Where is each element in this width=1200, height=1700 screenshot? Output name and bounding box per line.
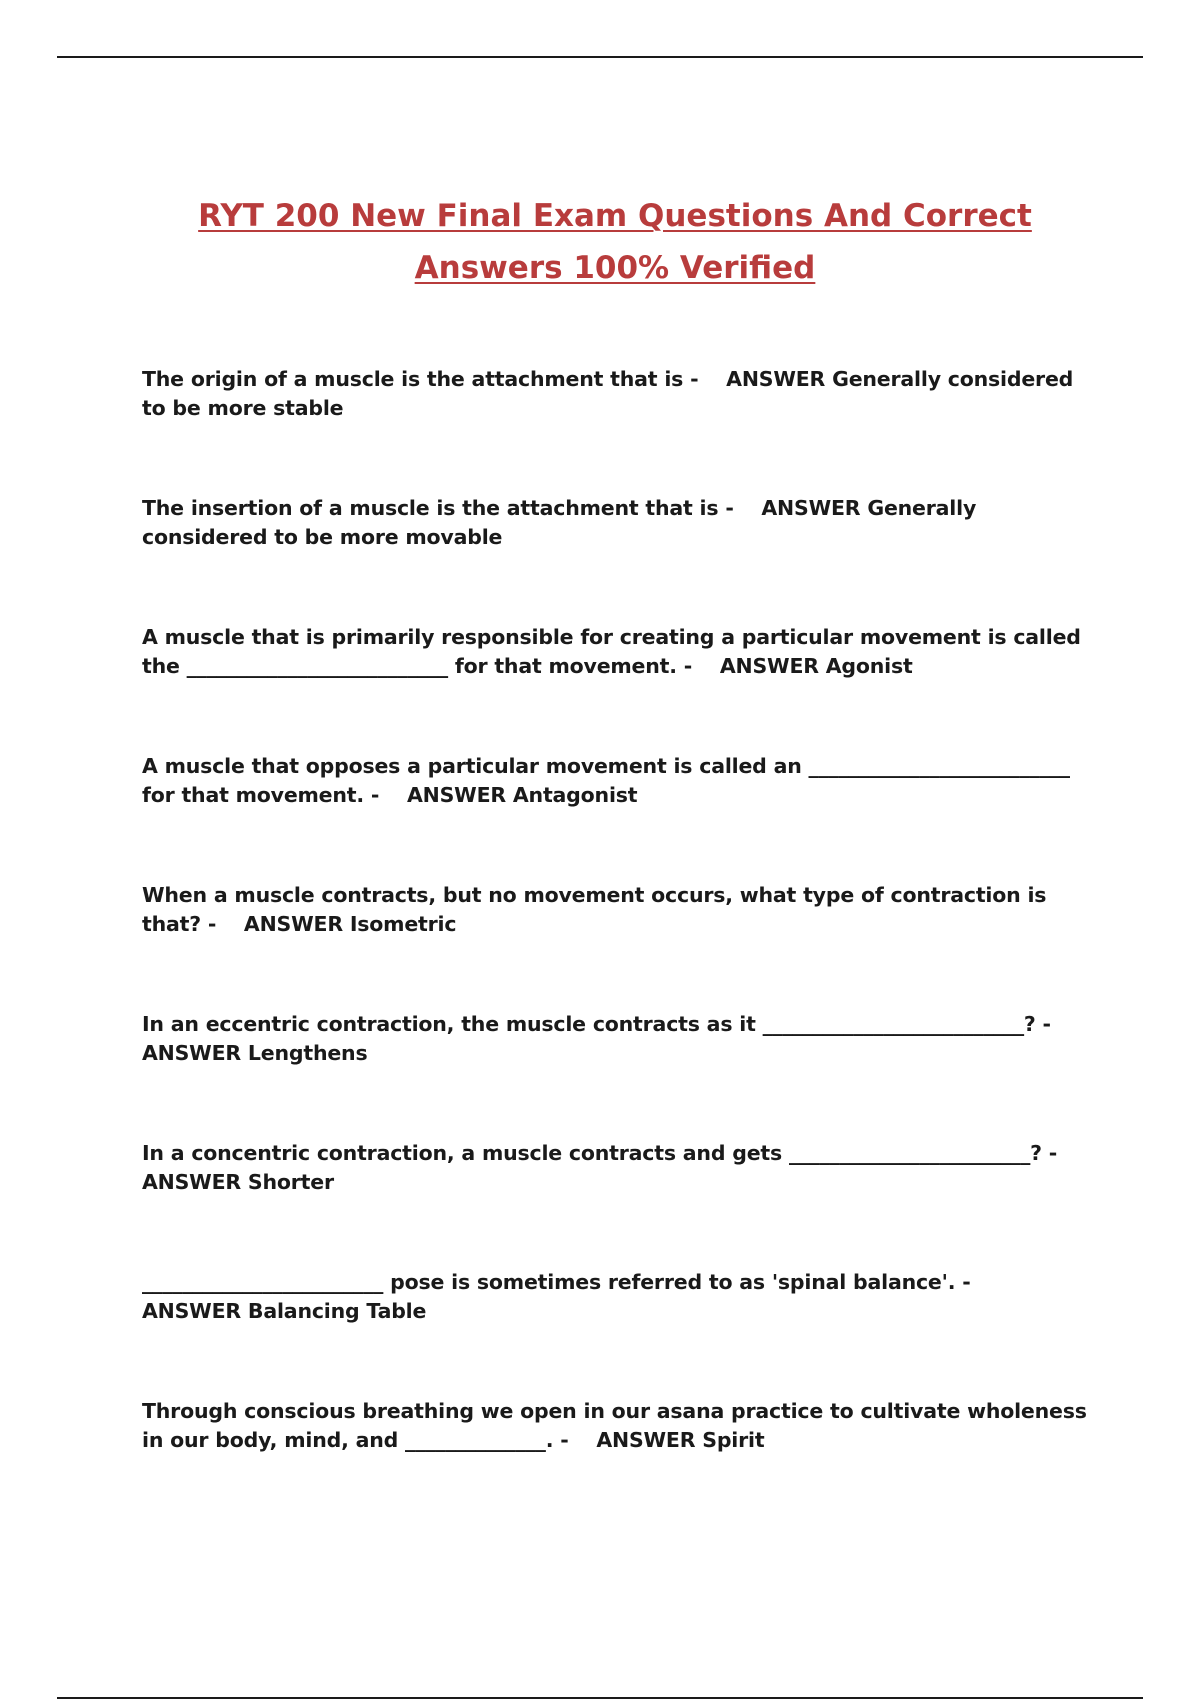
qa-item-3 xyxy=(142,623,1092,681)
question-text: ________________________ pose is sometimes referred to as 'spinal balance'. - xyxy=(142,1270,971,1294)
answer-text: ANSWER Shorter xyxy=(142,1170,334,1194)
question-text: Through conscious breathing we open in our asana practice to cultivate wholeness in our body, mind, and ______________. - xyxy=(142,1399,1087,1452)
answer-text: ANSWER Spirit xyxy=(596,1428,765,1452)
answer-text: ANSWER Agonist xyxy=(719,654,913,678)
answer-text: ANSWER Generally considered to be more stable xyxy=(142,367,1074,420)
qa-item-7 xyxy=(142,1139,1092,1197)
bottom-rule xyxy=(57,1697,1143,1699)
qa-item-1 xyxy=(142,365,1092,423)
question-text: The origin of a muscle is the attachment that is - xyxy=(142,367,699,391)
answer-text: ANSWER Generally considered to be more movable xyxy=(142,496,977,549)
top-rule xyxy=(57,56,1143,58)
title-line-1: RYT 200 New Final Exam Questions And Correct xyxy=(198,198,1032,234)
answer-text: ANSWER Antagonist xyxy=(406,783,638,807)
title-line-2: Answers 100% Verified xyxy=(414,250,816,286)
qa-item-8 xyxy=(142,1268,1092,1326)
question-text: A muscle that is primarily responsible for creating a particular movement is called the __________________________ for that movement. - xyxy=(142,625,1081,678)
question-text: The insertion of a muscle is the attachment that is - xyxy=(142,496,734,520)
question-text: In a concentric contraction, a muscle contracts and gets ________________________? - xyxy=(142,1141,1058,1165)
answer-text: ANSWER Lengthens xyxy=(142,1041,368,1065)
qa-item-4 xyxy=(142,752,1092,810)
question-text: In an eccentric contraction, the muscle contracts as it __________________________? - xyxy=(142,1012,1051,1036)
answer-text: ANSWER Balancing Table xyxy=(142,1299,427,1323)
answer-text: ANSWER Isometric xyxy=(243,912,457,936)
qa-item-2 xyxy=(142,494,1092,552)
document-title xyxy=(140,190,1090,294)
question-text: When a muscle contracts, but no movement occurs, what type of contraction is that? - xyxy=(142,883,1047,936)
qa-item-9 xyxy=(142,1397,1092,1455)
question-text: A muscle that opposes a particular movement is called an __________________________ for that movement. - xyxy=(142,754,1070,807)
qa-item-5 xyxy=(142,881,1092,939)
qa-item-6 xyxy=(142,1010,1092,1068)
